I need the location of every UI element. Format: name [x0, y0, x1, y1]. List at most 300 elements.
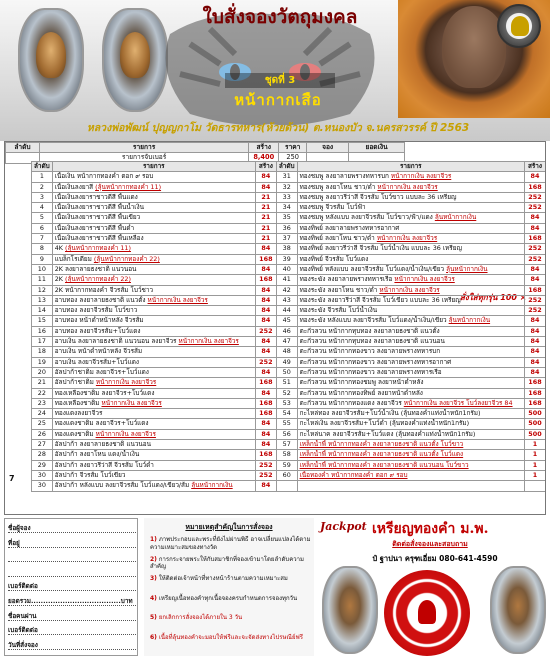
form-field[interactable]: ยอดรวม.....................................บาท — [8, 596, 136, 606]
shop-logo-icon — [497, 4, 541, 48]
row-number: 31 — [276, 172, 297, 182]
item-quantity: 252 — [524, 192, 545, 202]
footer — [4, 518, 546, 656]
row-number: 1 — [32, 172, 53, 182]
note-number: 5) — [150, 614, 157, 621]
table-row — [32, 223, 546, 233]
item-quantity: 252 — [524, 244, 545, 254]
amulet-image — [322, 566, 378, 654]
item-description — [297, 367, 524, 377]
item-highlight: หน้ากากเงิน ลงยาจีวร — [95, 378, 157, 387]
item-highlight: เหล็กน้ำพี้ หน้ากากทองคำ ลงยาลายธงชาติ แนวนอน โบว์ขาว — [299, 460, 469, 469]
item-highlight: (ลุ้นหน้ากากทองคำ 22) — [93, 254, 160, 263]
form-field[interactable]: เบอร์ติดต่อ — [8, 581, 136, 591]
table-row — [32, 481, 546, 491]
item-description — [52, 429, 255, 439]
item-quantity: 252 — [524, 295, 545, 305]
row-number: 10 — [32, 264, 53, 274]
item-text: กะไหล่เงิน ลงยาจีวรส้ม+โบว์ดำ (ลุ้นทองคำแท่งน้ำหนัก1กรัม) — [299, 419, 470, 428]
item-text: ทองชมพู ลงยาลายพรางทหารบก — [299, 172, 391, 181]
item-quantity: 84 — [255, 347, 276, 357]
form-field[interactable]: เบอร์ติดต่อ — [8, 625, 136, 635]
item-quantity: 252 — [255, 470, 276, 480]
item-description — [297, 347, 524, 357]
shop-panel — [320, 518, 546, 656]
item-highlight: หน้ากากเงิน ลงยาจีวร — [377, 182, 438, 191]
item-description — [297, 192, 524, 202]
item-description — [297, 326, 524, 336]
row-number: 37 — [276, 234, 297, 244]
row-number: 8 — [32, 244, 53, 254]
item-description — [297, 244, 524, 254]
table-row — [32, 326, 546, 336]
item-highlight: หน้ากากเงิน ลงยาจีวร — [379, 285, 440, 294]
item-text: ทองทิพย์ ลงยาลายพรางทหารอากาศ — [299, 223, 400, 232]
note-text: เนื้อที่ลุ้นทองคำจะมอบให้ฟรีและจะจัดส่งทางไปรษณีย์ฟรี — [158, 633, 303, 641]
item-quantity: 168 — [524, 285, 545, 295]
item-description — [52, 295, 255, 305]
item-description — [297, 254, 524, 264]
note-text: ให้ติดต่อเจ้าหน้าที่ทางหน้าร้านตามความเหมาะสม — [158, 575, 288, 582]
table-row — [32, 213, 546, 223]
header-banner — [0, 0, 550, 141]
form-field[interactable]: ที่อยู่ — [8, 538, 136, 548]
table-row — [32, 244, 546, 254]
item-text: เนื้อเงิน หน้ากากทองคำ ตอก ๙ รอบ — [54, 172, 154, 181]
row-number: 60 — [276, 470, 297, 480]
item-description — [297, 378, 524, 388]
form-field[interactable]: ชื่อผู้จอง — [8, 523, 136, 533]
item-quantity: 252 — [524, 306, 545, 316]
row-number: 30 — [32, 481, 53, 491]
item-text: ทองชมพู จีวรส้ม โบว์ฟ้า — [299, 203, 366, 212]
item-description — [52, 398, 255, 408]
item-text: ทองระฆัง หลังแบบ ลงยาจีวรส้ม โบว์แดง/น้ำเงิน/เขียว — [299, 316, 449, 325]
item-highlight: หน้ากากเงิน ลงยาจีวร — [95, 429, 156, 438]
note-item — [150, 634, 312, 642]
page-title: ใบสั่งจองวัตถุมงคล — [202, 6, 358, 28]
item-quantity: 21 — [255, 213, 276, 223]
item-quantity: 84 — [255, 244, 276, 254]
item-text: อาบเงิน ลงยาลายธงชาติ แนวนอน ลงยาจีวร — [54, 337, 179, 346]
item-highlight: หน้ากากเงิน ลงยาจีวร — [394, 275, 455, 284]
header-cell: ลำดับ — [32, 162, 53, 172]
row-number: 4 — [32, 203, 53, 213]
item-text: อัลปาก้า หลังแบบ ลงยาจีวรส้ม โบว์แดง/เขียว/ส้ม — [54, 481, 192, 490]
row-number: 13 — [32, 295, 53, 305]
item-highlight: เหล็กน้ำพี้ หน้ากากทองคำ ลงยาลายธงชาติ แนวตั้ง โบว์แดง — [299, 450, 464, 459]
header-cell: สร้าง — [249, 143, 279, 153]
row-number: 20 — [32, 367, 53, 377]
row-number: 47 — [276, 337, 297, 347]
item-quantity: 168 — [255, 378, 276, 388]
table-row — [32, 357, 546, 367]
item-description — [52, 337, 255, 347]
row-number: 9 — [32, 254, 53, 264]
table-row — [32, 367, 546, 377]
header-cell: ลำดับ — [6, 143, 40, 153]
item-quantity: 1 — [524, 470, 545, 480]
table-row — [32, 398, 546, 408]
table-row — [32, 192, 546, 202]
order-table — [4, 141, 546, 515]
item-quantity: 252 — [255, 326, 276, 336]
order-form — [4, 518, 138, 656]
row-number: 52 — [276, 388, 297, 398]
row-number: 44 — [276, 306, 297, 316]
item-text: อัลปาก้า ลงยาลายธงชาติ แนวนอน — [54, 440, 152, 449]
table-row — [32, 440, 546, 450]
table-row — [32, 378, 546, 388]
item-text: อัลปาก้าชาติม — [54, 378, 96, 387]
row-number: 51 — [276, 378, 297, 388]
item-quantity: 84 — [255, 316, 276, 326]
row-number: 12 — [32, 285, 53, 295]
item-quantity: 84 — [255, 440, 276, 450]
item-text: ทองเหลืองชาติม — [54, 398, 102, 407]
item-quantity: 84 — [255, 388, 276, 398]
item-text: แบล็กโรเดียม — [54, 254, 94, 263]
row-number: 46 — [276, 326, 297, 336]
monk-name-line: หลวงพ่อพัฒน์ ปุญญกาโม วัดธารทหาร(ห้วยด้วน) ต.หนองบัว จ.นครสวรรค์ ปี 2563 — [86, 122, 470, 134]
item-quantity: 252 — [255, 460, 276, 470]
item-description — [297, 481, 524, 491]
item-text: ตะกั่วลวน หน้ากากทองขาว ลงยาลายพรางทหารเรือ — [299, 367, 442, 376]
item-highlight: หน้ากากเงิน ลงยาจีวร โบว์ลงยาจีวร 84 — [403, 398, 513, 407]
header-cell: รายการ — [52, 162, 255, 172]
item-text: อาบทอง ลงยาจีวรส้ม โบว์ขาว — [54, 306, 138, 315]
item-description — [297, 440, 524, 450]
item-text: ทองทิพย์ ลงยาโหน ชาว/ดำ — [299, 234, 377, 243]
item-quantity: 84 — [255, 367, 276, 377]
item-highlight: ลุ้นหน้ากากเงิน — [446, 264, 488, 273]
item-quantity: 84 — [524, 275, 545, 285]
item-text: ทองชมพู ลงยาโหน ชาว/ดำ — [299, 182, 378, 191]
row-number: 28 — [32, 450, 53, 460]
item-description — [52, 223, 255, 233]
item-description — [297, 460, 524, 470]
item-text: ทองระฆัง ลงยาลายพรางทหารเรือ — [299, 275, 395, 284]
item-description — [297, 264, 524, 274]
row-number: 5 — [32, 213, 53, 223]
item-text: ตะกั่วลวน หน้ากากทุบทอง ลงยาลายธงชาติ แนวนอน — [299, 337, 445, 346]
item-quantity — [524, 481, 545, 491]
row-number: 17 — [32, 337, 53, 347]
item-quantity: 1 — [524, 460, 545, 470]
table-row — [32, 470, 546, 480]
row-number: 24 — [32, 409, 53, 419]
row-number: 53 — [276, 398, 297, 408]
item-description — [297, 306, 524, 316]
item-description — [52, 367, 255, 377]
item-text: ทองชมพู หลังแบบ ลงยาจีวรส้ม โบว์ขาว/ฟ้า/แดง — [299, 213, 435, 222]
row-number: 40 — [276, 264, 297, 274]
note-number: 4) — [150, 594, 157, 602]
row-number: 29 — [32, 460, 53, 470]
item-description — [297, 398, 524, 408]
table-row — [32, 388, 546, 398]
item-description — [52, 182, 255, 192]
item-quantity: 84 — [524, 264, 545, 274]
table-cell: 250 — [279, 153, 307, 163]
item-quantity: 84 — [255, 285, 276, 295]
header-cell: สร้าง — [524, 162, 545, 172]
item-quantity: 168 — [255, 275, 276, 285]
note-item — [150, 595, 312, 603]
item-quantity: 84 — [255, 295, 276, 305]
item-description — [297, 337, 524, 347]
row-number: 34 — [276, 203, 297, 213]
item-text: 2K ลงยาลายธงชาติ แนวนอน — [54, 264, 137, 273]
table-row — [32, 285, 546, 295]
form-field[interactable]: วันที่สั่งจอง — [8, 640, 136, 650]
row-number: 58 — [276, 450, 297, 460]
table-row — [32, 429, 546, 439]
temple-seal-icon — [384, 570, 470, 656]
item-text: ทองทิพย์ จีวรส้ม โบว์แดง — [299, 254, 369, 263]
item-text: ทองทิพย์ ลงยาวรีว่าสี จีวรส้ม โบว์น้ำเงิน แบบละ 36 เหรียญ — [299, 244, 462, 253]
note-text: เหรียญเนื้อทองคำทุกเนื้อจองครบกำหนดการจองทุกวัน — [158, 594, 298, 602]
item-description — [297, 182, 524, 192]
item-description — [52, 460, 255, 470]
item-highlight: (ลุ้นหน้ากากทองคำ 11) — [95, 182, 162, 191]
item-description — [52, 481, 255, 491]
note-item — [150, 614, 312, 622]
row-number: 59 — [276, 460, 297, 470]
series-name: หน้ากากเสือ — [234, 91, 322, 109]
item-text: ตะกั่วลวน หน้ากากทองแดง ลงยาจีวร — [299, 398, 404, 407]
shop-name: เหรียญทองคำ ม.พ. — [372, 521, 489, 537]
item-quantity: 84 — [524, 172, 545, 182]
item-highlight: เหล็กน้ำพี้ หน้ากากทองคำ ลงยาลายธงชาติ แนวตั้ง โบว์ขาว — [299, 440, 464, 449]
item-text: ตะกั่วลวน หน้ากากทองขาว ลงยาลายพรางทหารอากาศ — [299, 357, 452, 366]
item-quantity: 84 — [524, 326, 545, 336]
item-text: อาบทอง ลงยาลายธงชาติ แนวตั้ง — [54, 295, 148, 304]
item-highlight: หน้ากากเงิน ลงยาจีวร — [147, 295, 208, 304]
item-text: อาบทอง ลงยาจีวรส้ม+โบว์แดง — [54, 326, 141, 335]
item-description — [52, 440, 255, 450]
contact-phone[interactable]: ป๋ ฐาปนา ครุฑเอี่ยม 080-641-4590 — [372, 554, 498, 563]
item-quantity: 84 — [524, 367, 545, 377]
row-number: 22 — [32, 388, 53, 398]
table-row — [32, 337, 546, 347]
note-number: 1) — [150, 536, 157, 543]
table-row — [32, 316, 546, 326]
item-quantity: 84 — [524, 223, 545, 233]
item-quantity: 168 — [255, 254, 276, 264]
item-description — [52, 192, 255, 202]
item-quantity: 500 — [524, 419, 545, 429]
item-text: เนื้อเงินลงยาราชาวดีสี พื้นเขียว — [54, 213, 141, 222]
table-row — [32, 203, 546, 213]
item-text: ทองระฆัง ลงยาโหน ชาว/ดำ — [299, 285, 380, 294]
row-number: 41 — [276, 275, 297, 285]
item-text: กะไหล่ทอง ลงยาจีวรส้ม+โบว์น้ำเงิน (ลุ้นทองคำแท่งน้ำหนัก1กรัม) — [299, 409, 481, 418]
item-quantity: 84 — [255, 337, 276, 347]
item-quantity: 21 — [255, 203, 276, 213]
item-description — [52, 203, 255, 213]
item-text: อาบทอง หน้าดำหน้าหลัง จีวรส้ม — [54, 316, 144, 325]
item-quantity: 168 — [524, 234, 545, 244]
item-description — [297, 223, 524, 233]
row-number: 19 — [32, 357, 53, 367]
table-row — [32, 182, 546, 192]
item-quantity: 168 — [255, 409, 276, 419]
row-number: 32 — [276, 182, 297, 192]
item-description — [297, 275, 524, 285]
note-number: 2) — [150, 555, 157, 563]
item-quantity: 252 — [524, 203, 545, 213]
item-highlight: หน้ากากเงิน ลงยาจีวร — [101, 398, 162, 407]
item-quantity: 84 — [524, 213, 545, 223]
note-item — [150, 536, 312, 551]
item-description — [52, 306, 255, 316]
item-text: อัลปาก้า จีวรส้ม โบว์เขียว — [54, 470, 126, 479]
notes-panel — [144, 518, 314, 656]
item-quantity: 1 — [524, 440, 545, 450]
item-description — [297, 429, 524, 439]
item-highlight: ลุ้นหน้ากากเงิน — [434, 213, 477, 222]
table-row — [32, 409, 546, 419]
table-row — [32, 347, 546, 357]
row-number: 21 — [32, 378, 53, 388]
row-number: 35 — [276, 213, 297, 223]
item-description — [52, 470, 255, 480]
note-item — [150, 556, 312, 571]
contact-label: ติดต่อสั่งจองและสอบถาม — [392, 540, 468, 548]
item-text: ตะกั่วลวน หน้ากากทองขาว ลงยาลายพรางทหารบก — [299, 347, 441, 356]
row-number: 54 — [276, 409, 297, 419]
header-cell: ลำดับ — [276, 162, 297, 172]
row-number: 33 — [276, 192, 297, 202]
row-number: 27 — [32, 440, 53, 450]
item-quantity: 84 — [255, 481, 276, 491]
item-highlight: (ลุ้นหน้ากากทองคำ 11) — [65, 244, 131, 253]
form-field[interactable] — [8, 567, 136, 577]
item-quantity: 84 — [255, 264, 276, 274]
item-description — [297, 409, 524, 419]
header-cell: ราคา — [279, 143, 307, 153]
item-quantity: 168 — [524, 378, 545, 388]
row-number: 18 — [32, 347, 53, 357]
row-number: 36 — [276, 223, 297, 233]
row-number: 39 — [276, 254, 297, 264]
table-row — [32, 234, 546, 244]
item-text: กะไหล่นาค ลงยาจีวรส้ม+โบว์แดง (ลุ้นทองคำแท่งน้ำหนัก1กรัม) — [299, 429, 476, 438]
item-description — [52, 254, 255, 264]
table-row — [32, 172, 546, 182]
item-quantity: 21 — [255, 234, 276, 244]
row-number: 16 — [32, 326, 53, 336]
item-description — [297, 285, 524, 295]
item-text: ทองเหลืองชาติม ลงยาจีวร+โบว์แดง — [54, 388, 155, 397]
item-quantity: 84 — [524, 337, 545, 347]
item-description — [52, 264, 255, 274]
table-row — [32, 419, 546, 429]
item-highlight: เนื้อทองคำ หน้ากากทองคำ ตอก ๙ รอบ — [299, 470, 408, 479]
item-quantity: 252 — [255, 357, 276, 367]
item-description — [297, 470, 524, 480]
item-description — [297, 357, 524, 367]
item-description — [297, 419, 524, 429]
item-description — [52, 357, 255, 367]
row-number: 6 — [32, 223, 53, 233]
item-text: 2K หน้ากากทองคำ จีวรส้ม โบว์ชาว — [54, 285, 154, 294]
item-quantity: 168 — [524, 398, 545, 408]
note-number: 3) — [150, 575, 157, 582]
item-highlight: หน้ากากเงิน ลงยาจีวร — [178, 337, 239, 346]
item-description — [52, 275, 255, 285]
amulet-image — [18, 8, 84, 112]
item-description — [297, 172, 524, 182]
item-description — [52, 450, 255, 460]
item-quantity: 84 — [255, 172, 276, 182]
form-field[interactable] — [8, 552, 136, 562]
row-number: 2 — [32, 182, 53, 192]
header-cell: รายการ — [297, 162, 524, 172]
row-number: 14 — [32, 306, 53, 316]
row-group-number: 7 — [9, 474, 15, 483]
item-description — [52, 378, 255, 388]
row-number: 15 — [32, 316, 53, 326]
item-text: ทองชมพู ลงยาวรีว่าสี จีวรส้ม โบว์ขาว แบบละ 36 เหรียญ — [299, 192, 457, 201]
item-quantity: 168 — [524, 182, 545, 192]
item-text: ทองระฆัง จีวรส้ม โบว์น้ำเงิน — [299, 306, 378, 315]
item-quantity: 84 — [524, 357, 545, 367]
total-note: สั่งใส่ทุกรุ่น 100 × — [460, 293, 527, 302]
item-description — [52, 172, 255, 182]
item-text: ตะกั่วลวน หน้ากากทองทิพย์ ลงยาหน้าดำหลัง — [299, 388, 423, 397]
item-description — [52, 285, 255, 295]
item-text: เนื้อเงินลงยาราชาวดีสี พื้นเหลือง — [54, 234, 144, 243]
item-description — [52, 326, 255, 336]
item-text: อาบเงิน หน้าดำหน้าหลัง จีวรส้ม — [54, 347, 143, 356]
item-text: อาบเงิน ลงยาจีวรส้ม+โบว์แดง — [54, 357, 139, 366]
jackpot-label: Jackpot — [320, 520, 367, 533]
row-number: 26 — [32, 429, 53, 439]
note-item — [150, 575, 312, 583]
item-quantity: 168 — [255, 450, 276, 460]
note-number: 6) — [150, 633, 157, 641]
row-number: 45 — [276, 316, 297, 326]
form-field[interactable]: ชื่อคนผ่าน — [8, 611, 136, 621]
item-text: ทองแดงลงยาจีวร — [54, 409, 103, 418]
note-text: การกระจายพระให้กับสมาชิกที่จองเข้ามาโดยลำดับความสำคัญ — [150, 555, 304, 571]
item-quantity: 168 — [255, 398, 276, 408]
header-cell: จอง — [307, 143, 349, 153]
row-number: 43 — [276, 295, 297, 305]
item-quantity: 21 — [255, 223, 276, 233]
item-text: เนื้อเงินลงยาสี — [54, 182, 96, 191]
item-quantity: 84 — [524, 347, 545, 357]
item-quantity: 84 — [255, 429, 276, 439]
header-cell: สร้าง — [255, 162, 276, 172]
item-description — [52, 234, 255, 244]
item-highlight: ลุ้นหน้ากากเงิน — [191, 481, 233, 490]
item-text: เนื้อเงินลงยาราชาวดีสี พื้นน้ำเงิน — [54, 203, 144, 212]
row-number: 11 — [32, 275, 53, 285]
row-number: 48 — [276, 347, 297, 357]
row-number: 50 — [276, 367, 297, 377]
item-text: ทองแดงชาติม — [54, 429, 96, 438]
item-description — [297, 213, 524, 223]
item-description — [297, 450, 524, 460]
table-cell: 8,400 — [249, 153, 279, 163]
item-quantity: 84 — [255, 419, 276, 429]
row-number: 56 — [276, 429, 297, 439]
item-description — [297, 388, 524, 398]
item-description — [52, 409, 255, 419]
